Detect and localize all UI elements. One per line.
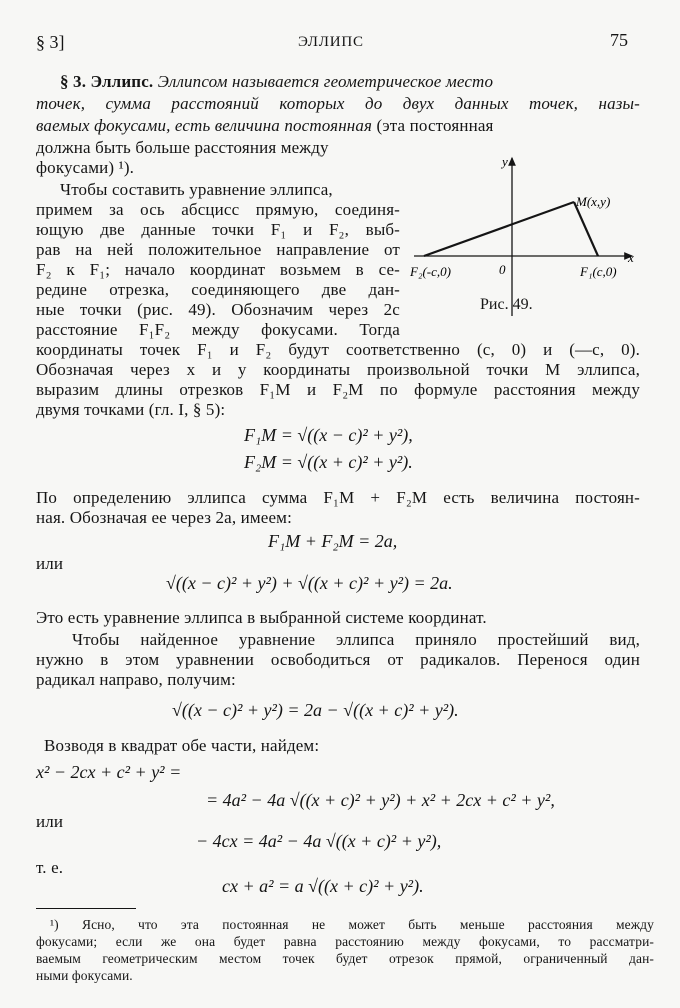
definition-end: ваемых фокусами, есть величина постоянная	[36, 116, 373, 135]
running-title: ЭЛЛИПС	[298, 34, 364, 50]
eq-square-reduced: − 4cx = 4a² − 4a √((x + c)² + y²),	[196, 831, 442, 851]
para2-line: рав на ней положительное направление от	[36, 240, 400, 259]
para3	[36, 488, 640, 528]
word-ili-1: или	[36, 554, 64, 573]
para5	[36, 630, 640, 690]
intro-line-4: должна быть больше расстояния между	[36, 138, 329, 157]
footnote-line: фокусами; если же она будет равна расстоянию между фокусами, то рассматри-	[36, 934, 654, 949]
para3-line: По определению эллипса сумма F₁M + F₂M есть величина постоян-	[36, 488, 640, 507]
eq-ellipse-radicals: √((x − c)² + y²) + √((x + c)² + y²) = 2a.	[166, 573, 453, 593]
eq-final: cx + a² = a √((x + c)² + y²).	[222, 876, 424, 896]
para2-wide-line: координаты точек F₁ и F₂ будут соответственно (c, 0) и (—c, 0).	[36, 340, 640, 359]
para2-wide-line: двумя точками (гл. I, § 5):	[36, 400, 226, 419]
definition-start: Эллипсом называется геометрическое место	[157, 72, 494, 91]
para2-wide-line: выразим длины отрезков F₁M и F₂M по формуле расстояния между	[36, 380, 640, 399]
para5-line: радикал направо, получим:	[36, 670, 236, 689]
figure-caption: Рис. 49.	[480, 296, 533, 313]
word-ili-2: или	[36, 812, 64, 831]
para2-line: расстояние F₁F₂ между фокусами. Тогда	[36, 320, 400, 339]
intro-line-3	[36, 116, 640, 136]
para2-narrow	[36, 180, 400, 340]
para2-line: Чтобы составить уравнение эллипса,	[60, 180, 333, 199]
segment-f2-m	[424, 202, 574, 256]
page-number: 75	[610, 30, 628, 50]
footnote-rule	[36, 908, 136, 909]
intro-line-2: точек, сумма расстояний которых до двух данных точек, назы-	[36, 94, 640, 113]
para3-line: ная. Обозначая ее через 2a, имеем:	[36, 508, 292, 527]
eq-f1m: F₁M = √((x − c)² + y²),	[244, 425, 413, 445]
x-axis-label: x	[628, 250, 634, 265]
para2-line: ющую две данные точки F₁ и F₂, выб-	[36, 220, 400, 239]
eq-f2m: F₂M = √((x + c)² + y²).	[244, 452, 413, 472]
point-m-label: M(x,y)	[576, 194, 611, 209]
section-title: § 3. Эллипс.	[60, 72, 154, 91]
eq-sum: F₁M + F₂M = 2a,	[268, 531, 398, 551]
eq-square-lhs: x² − 2cx + c² + y² =	[36, 762, 182, 782]
eq-moved: √((x − c)² + y²) = 2a − √((x + c)² + y²).	[172, 700, 459, 720]
para2-line: F₂ к F₁; начало координат возьмем в се-	[36, 260, 400, 279]
intro-line-1	[60, 72, 640, 92]
focus-f2-label: F₂(-c,0)	[410, 264, 451, 279]
para4: Это есть уравнение эллипса в выбранной системе координат.	[36, 608, 487, 627]
para2-line: ные точки (рис. 49). Обозначим через 2c	[36, 300, 400, 319]
para2-line: редине отрезка, соединяющего две дан-	[36, 280, 400, 299]
footnote-line: ¹) Ясно, что эта постоянная не может быть меньше расстояния между	[50, 917, 654, 932]
intro-line-5: фокусами) ¹).	[36, 158, 135, 177]
eq-square-rhs: = 4a² − 4a √((x + c)² + y²) + x² + 2cx + c² + y²,	[206, 790, 555, 810]
footnote	[36, 916, 654, 984]
footnote-line: ными фокусами.	[36, 968, 133, 983]
para2-line: примем за ось абсцисс прямую, соединя-	[36, 200, 400, 219]
origin-label: 0	[499, 262, 506, 277]
definition-note: (эта постоянная	[376, 116, 494, 135]
y-axis-label: y	[502, 154, 508, 169]
segment-m-f1	[574, 202, 598, 256]
footnote-line: ваемым геометрическим местом точек будет отрезок прямой, ограниченный дан-	[36, 951, 654, 966]
para5-line: нужно в этом уравнении освободиться от радикалов. Перенося один	[36, 650, 640, 669]
word-te: т. е.	[36, 858, 64, 877]
section-ref: § 3]	[36, 32, 65, 52]
para6: Возводя в квадрат обе части, найдем:	[44, 736, 320, 755]
para5-line: Чтобы найденное уравнение эллипса приняло простейший вид,	[72, 630, 640, 649]
focus-f1-label: F₁(c,0)	[580, 264, 617, 279]
para2-wide-line: Обозначая через x и y координаты произвольной точки M эллипса,	[36, 360, 640, 379]
para2-wide	[36, 340, 640, 420]
